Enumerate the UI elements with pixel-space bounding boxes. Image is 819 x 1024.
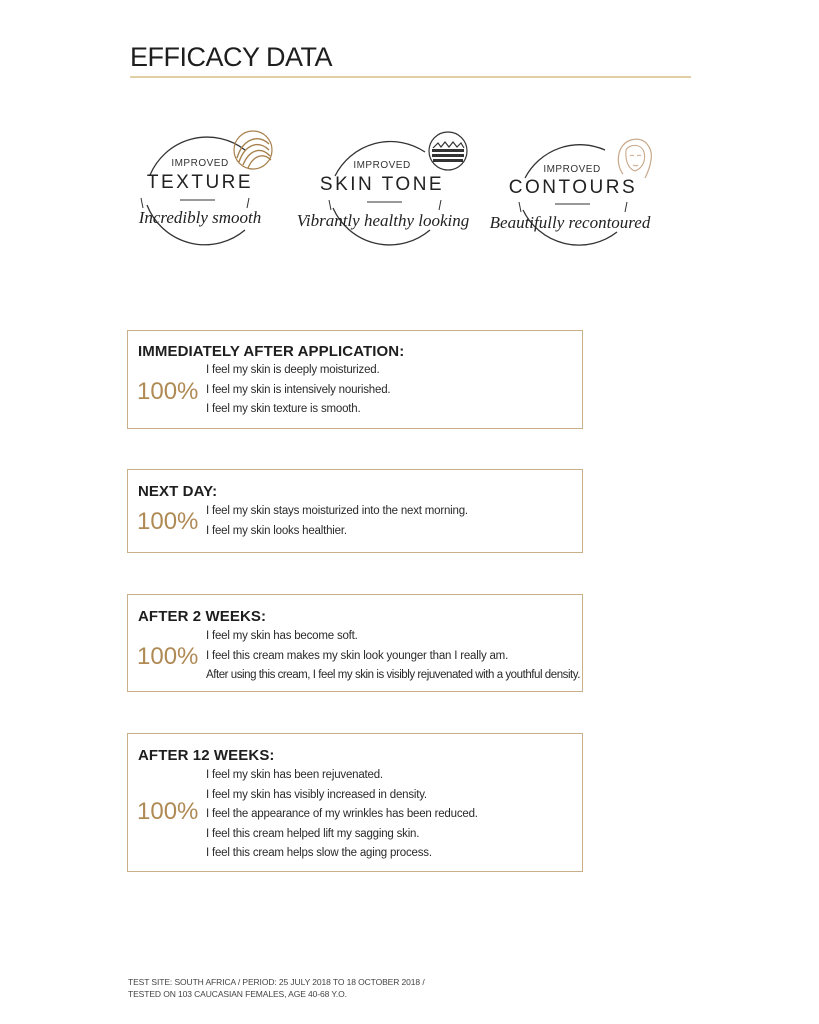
test-footnote xyxy=(128,976,425,1000)
badge-contours xyxy=(489,120,665,260)
skin-layers-icon xyxy=(427,130,469,172)
section-heading: AFTER 2 WEEKS: xyxy=(138,608,267,625)
list-item: I feel my skin has been rejuvenated. xyxy=(206,769,383,781)
list-item: I feel my skin texture is smooth. xyxy=(206,403,361,415)
badge-tagline: Beautifully recontoured xyxy=(489,213,651,232)
list-item: I feel my skin is deeply moisturized. xyxy=(206,364,380,376)
badge-main-label: SKIN TONE xyxy=(319,174,445,195)
title-divider xyxy=(130,76,691,78)
section-lines xyxy=(206,361,390,420)
section-next-day xyxy=(127,469,583,553)
badge-small-label: IMPROVED xyxy=(543,164,601,175)
footnote-line: TEST SITE: SOUTH AFRICA / PERIOD: 25 JULY 2018 TO 18 OCTOBER 2018 / xyxy=(128,977,425,987)
badge-main-label: TEXTURE xyxy=(146,172,254,193)
footnote-line: TESTED ON 103 CAUCASIAN FEMALES, AGE 40-68 Y.O. xyxy=(128,989,347,999)
section-immediate xyxy=(127,330,583,429)
badge-small-label: IMPROVED xyxy=(353,160,411,171)
badge-small-label: IMPROVED xyxy=(171,158,229,169)
page-title: EFFICACY DATA xyxy=(130,42,333,72)
list-item: I feel my skin has become soft. xyxy=(206,630,358,642)
face-outline-icon xyxy=(611,134,657,180)
section-heading: NEXT DAY: xyxy=(138,483,218,500)
list-item: After using this cream, I feel my skin is visibly rejuvenated with a youthful density. xyxy=(206,669,580,681)
list-item: I feel my skin is intensively nourished. xyxy=(206,383,391,396)
list-item: I feel my skin looks healthier. xyxy=(206,524,347,537)
section-lines xyxy=(206,502,468,541)
list-item: I feel my skin stays moisturized into the next morning. xyxy=(206,505,468,517)
section-percent: 100% xyxy=(137,643,199,670)
badge-tagline: Vibrantly healthy looking xyxy=(296,211,470,230)
list-item: I feel this cream helps slow the aging process. xyxy=(206,847,432,859)
section-lines xyxy=(206,627,580,686)
hair-wave-icon xyxy=(231,128,275,172)
list-item: I feel this cream helped lift my sagging skin. xyxy=(206,827,420,840)
section-heading: AFTER 12 WEEKS: xyxy=(138,747,275,764)
list-item: I feel my skin has visibly increased in density. xyxy=(206,788,427,801)
section-percent: 100% xyxy=(137,508,199,535)
section-12-weeks xyxy=(127,733,583,872)
list-item: I feel this cream makes my skin look younger than I really am. xyxy=(206,649,509,662)
badge-main-label: CONTOURS xyxy=(508,177,638,198)
section-2-weeks xyxy=(127,594,583,692)
badge-skin-tone xyxy=(296,120,475,260)
section-percent: 100% xyxy=(137,378,199,405)
list-item: I feel the appearance of my wrinkles has been reduced. xyxy=(206,808,478,820)
badge-texture xyxy=(125,120,295,260)
section-percent: 100% xyxy=(137,798,199,825)
section-lines xyxy=(206,766,478,864)
badge-tagline: Incredibly smooth xyxy=(138,208,262,227)
section-heading: IMMEDIATELY AFTER APPLICATION: xyxy=(138,343,405,360)
